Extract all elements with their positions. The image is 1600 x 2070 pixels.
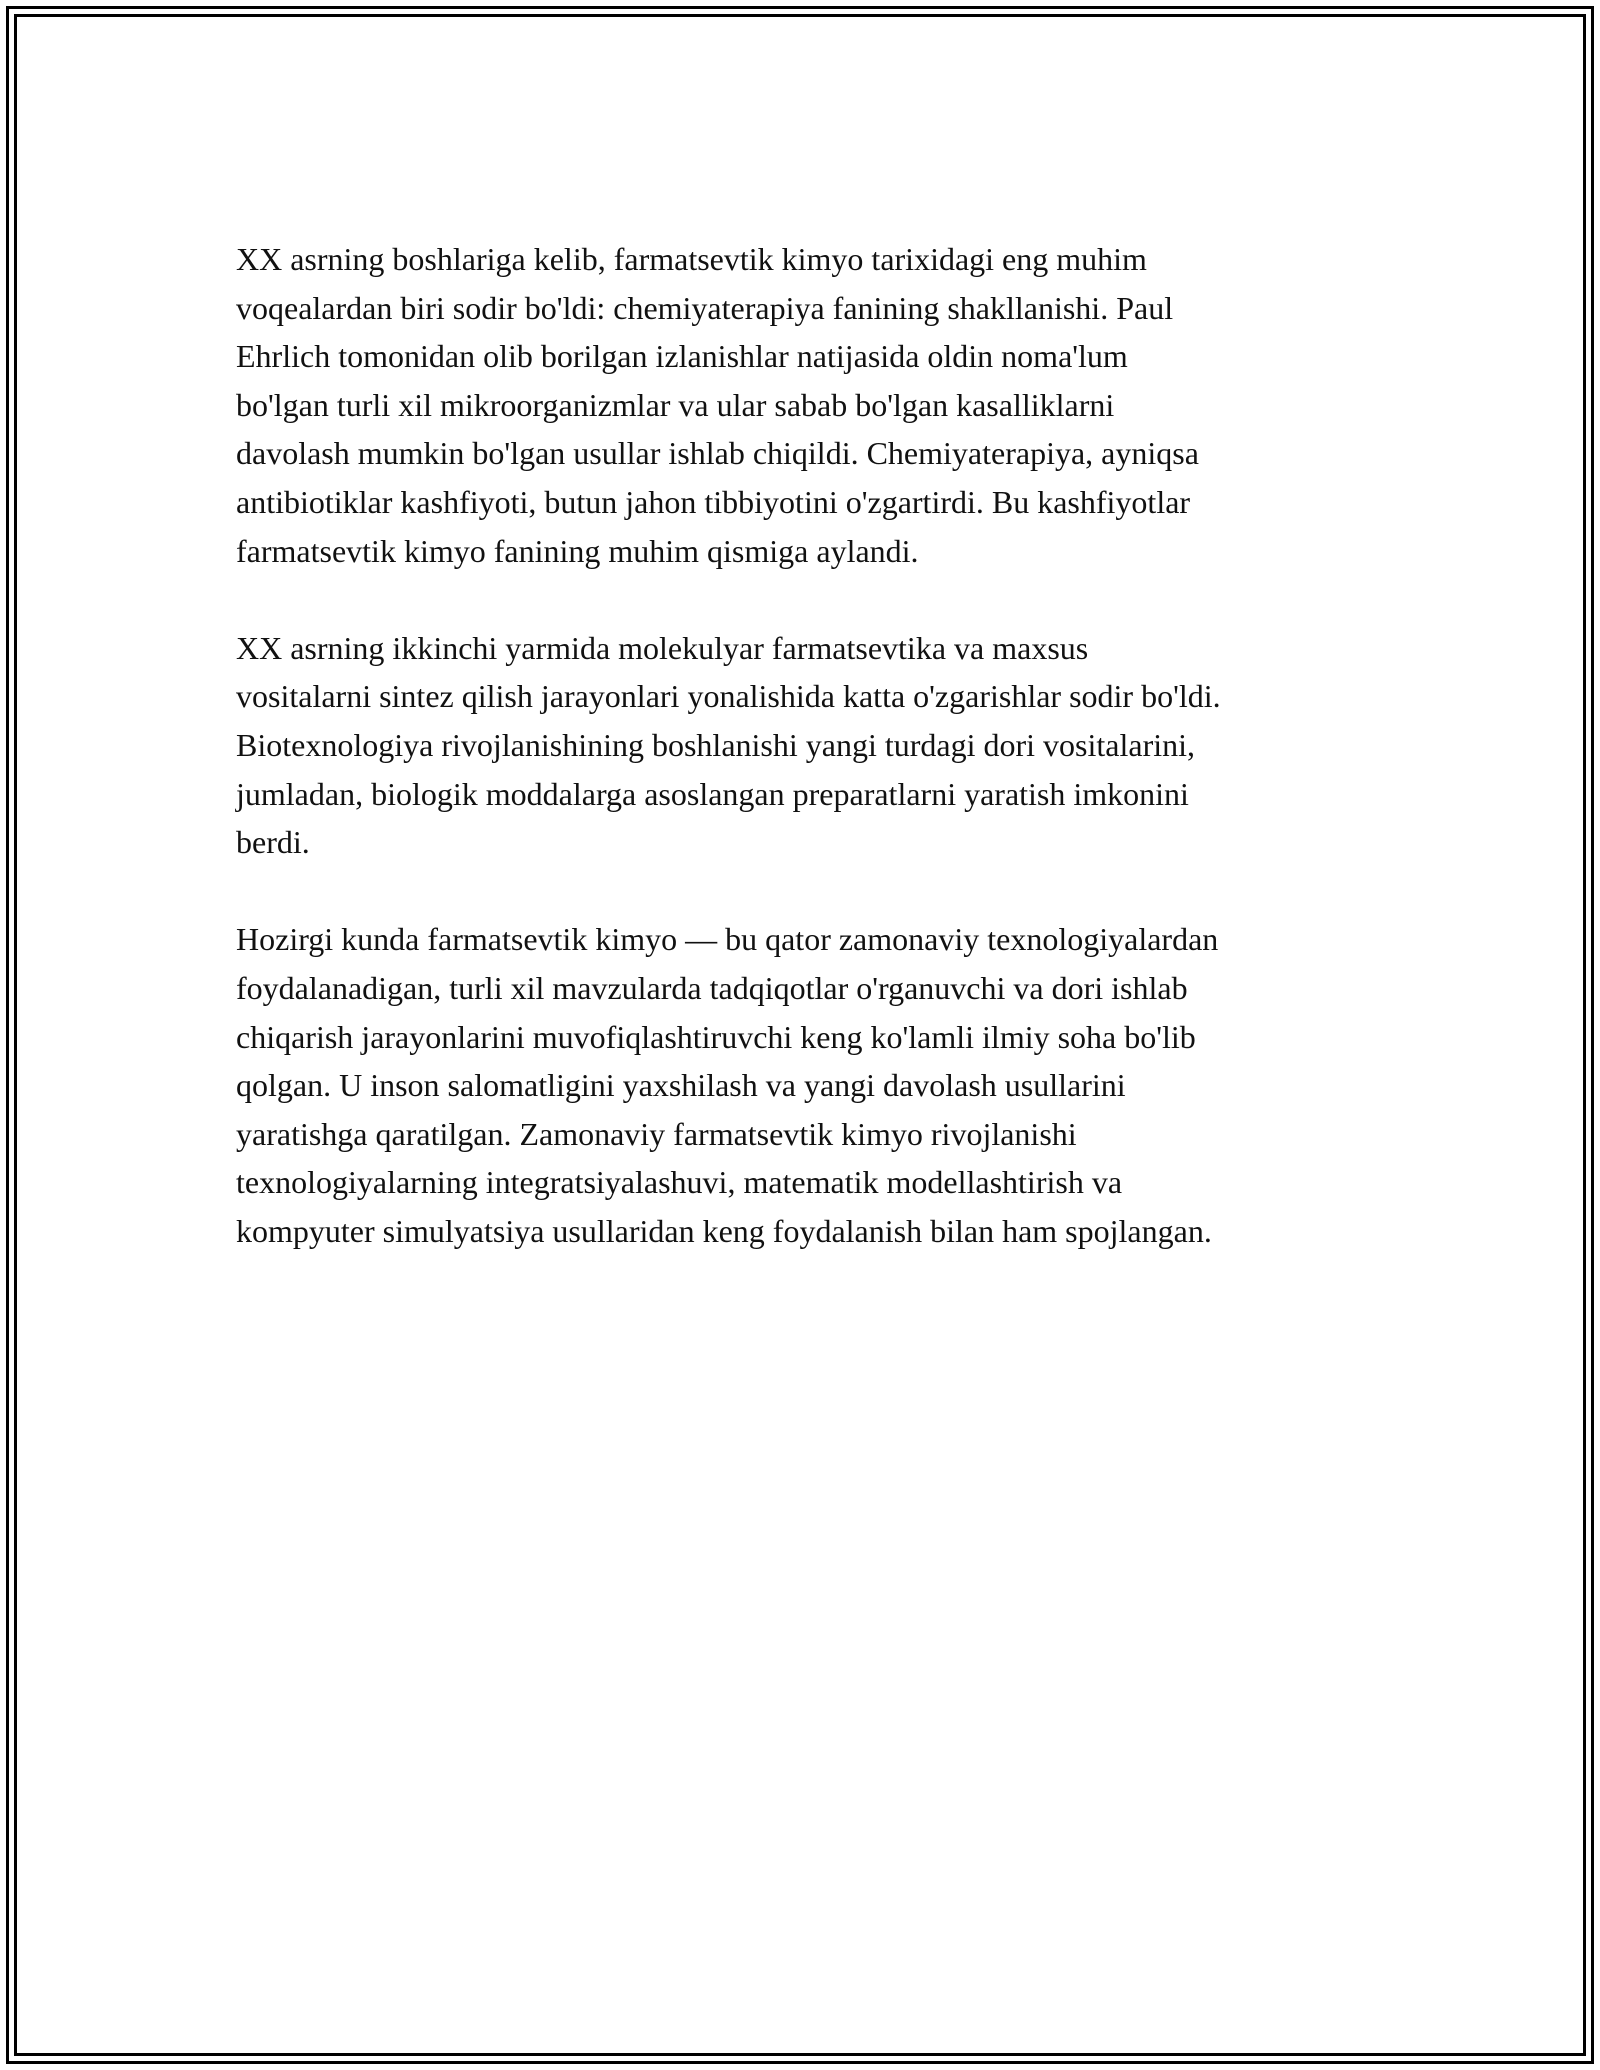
text-line: jumladan, biologik moddalarga asoslangan preparatlarni yaratish imkonini <box>236 775 1189 812</box>
paragraph-1 <box>236 235 1376 575</box>
paragraph-3 <box>236 915 1376 1255</box>
text-line: XX asrning ikkinchi yarmida molekulyar farmatsevtika va maxsus <box>236 629 1089 666</box>
text-line: bo'lgan turli xil mikroorganizmlar va ular sabab bo'lgan kasalliklarni <box>236 386 1115 423</box>
text-line: foydalanadigan, turli xil mavzularda tadqiqotlar o'rganuvchi va dori ishlab <box>236 969 1188 1006</box>
text-line: Hozirgi kunda farmatsevtik kimyo — bu qator zamonaviy texnologiyalardan <box>236 921 1219 958</box>
text-line: chiqarish jarayonlarini muvofiqlashtiruvchi keng ko'lamli ilmiy soha bo'lib <box>236 1018 1196 1055</box>
paragraph-2 <box>236 624 1376 867</box>
text-line: Biotexnologiya rivojlanishining boshlanishi yangi turdagi dori vositalarini, <box>236 726 1195 763</box>
text-line: vositalarni sintez qilish jarayonlari yonalishida katta o'zgarishlar sodir bo'ldi. <box>236 678 1221 715</box>
text-line: XX asrning boshlariga kelib, farmatsevtik kimyo tarixidagi eng muhim <box>236 241 1147 277</box>
text-line: Ehrlich tomonidan olib borilgan izlanishlar natijasida oldin noma'lum <box>236 338 1128 375</box>
text-line: davolash mumkin bo'lgan usullar ishlab chiqildi. Chemiyaterapiya, ayniqsa <box>236 435 1199 472</box>
document-body <box>236 235 1376 1304</box>
text-line: berdi. <box>236 824 310 861</box>
text-line: antibiotiklar kashfiyoti, butun jahon tibbiyotini o'zgartirdi. Bu kashfiyotlar <box>236 483 1191 520</box>
text-line: kompyuter simulyatsiya usullaridan keng foydalanish bilan ham spojlangan. <box>236 1212 1212 1249</box>
text-line: texnologiyalarning integratsiyalashuvi, matematik modellashtirish va <box>236 1164 1123 1201</box>
text-line: farmatsevtik kimyo fanining muhim qismiga aylandi. <box>236 532 919 569</box>
text-line: qolgan. U inson salomatligini yaxshilash va yangi davolash usullarini <box>236 1067 1126 1104</box>
text-line: voqealardan biri sodir bo'ldi: chemiyaterapiya fanining shakllanishi. Paul <box>236 289 1174 326</box>
text-line: yaratishga qaratilgan. Zamonaviy farmatsevtik kimyo rivojlanishi <box>236 1115 1077 1152</box>
